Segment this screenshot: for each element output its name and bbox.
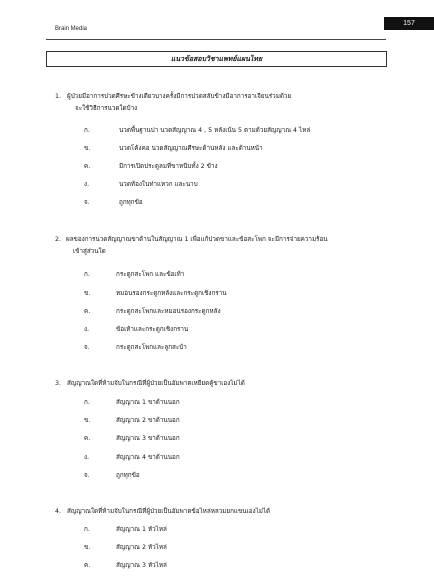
option-letter: ง. <box>84 454 90 461</box>
question-2 <box>55 236 395 258</box>
option-text: สัญญาณ 3 หัวไหล่ <box>116 562 167 569</box>
question-text: สัญญาณใดที่ห้ามจับในกรณีที่ผู้ป่วยเป็นอัมพาตเหยียดคู้ขาเองไม่ได้ <box>67 380 245 387</box>
option-text: มีการเปิดประตูลมที่ขาหนีบทั้ง 2 ข้าง <box>119 163 218 170</box>
option-text: นวดโค้งคอ นวดสัญญาณศีรษะด้านหลัง และด้านหน้า <box>119 145 263 152</box>
option-letter: จ. <box>84 344 90 351</box>
option-letter: ค. <box>84 163 91 170</box>
option-letter: จ. <box>84 472 90 479</box>
option-text: นวดท้องในท่าแหวก และนาบ <box>119 181 198 188</box>
option-text: ถูกทุกข้อ <box>116 472 140 479</box>
option-text: สัญญาณ 1 ขาด้านนอก <box>116 399 180 406</box>
option-text: กระดูกสะโพก และข้อเท้า <box>116 271 185 278</box>
option-letter: ค. <box>84 562 91 569</box>
option-text: สัญญาณ 2 หัวไหล่ <box>116 544 167 551</box>
brand-name: Brain Media <box>55 26 88 32</box>
option-letter: ข. <box>84 544 91 551</box>
option-letter: ง. <box>84 326 90 333</box>
option-text: สัญญาณ 3 ขาด้านนอก <box>116 435 180 442</box>
option-text: หมอนรองกระดูกหลังและกระดูกเชิงกราน <box>116 290 227 297</box>
option-text: นวดพื้นฐานบ่า นวดสัญญาณ 4 , 5 หลังเน้น 5 ตามด้วยสัญญาณ 4 ไหล่ <box>119 127 311 134</box>
question-text: ผลของการนวดสัญญาณขาด้านในสัญญาณ 1 เพื่อแก้ปวดขาและข้อสะโพก จะมีการจ่ายความร้อน <box>66 236 328 243</box>
question-text-continuation: จะใช้วิธีการนวดใดบ้าง <box>75 105 138 112</box>
option-text: กระดูกสะโพกและลูกสะบ้า <box>116 344 187 351</box>
option-letter: ข. <box>84 145 91 152</box>
question-1 <box>55 93 395 115</box>
option-text: สัญญาณ 4 ขาด้านนอก <box>116 454 180 461</box>
option-text: กระดูกสะโพกและหมอนรองกระดูกหลัง <box>116 308 221 315</box>
option-letter: ก. <box>84 127 90 134</box>
option-letter: ก. <box>84 399 90 406</box>
question-text: สัญญาณใดที่ห้ามจับในกรณีที่ผู้ป่วยเป็นอัมพาตข้อไหล่หลวมยกแขนเองไม่ได้ <box>67 508 271 515</box>
option-text: สัญญาณ 1 หัวไหล่ <box>116 526 167 533</box>
header-divider <box>46 39 386 40</box>
option-letter: ข. <box>84 290 91 297</box>
option-text: ถูกทุกข้อ <box>119 199 143 206</box>
option-text: ข้อเท้าและกระดูกเชิงกราน <box>116 326 189 333</box>
option-letter: ก. <box>84 271 90 278</box>
option-letter: ข. <box>84 417 91 424</box>
question-3 <box>55 380 395 390</box>
page-title: แนวข้อสอบวิชาแพทย์แผนไทย <box>46 51 387 67</box>
question-text-continuation: เข้าสู่ส่วนใด <box>73 248 106 255</box>
option-letter: ก. <box>84 526 90 533</box>
question-text: ผู้ป่วยมีอาการปวดศีรษะข้างเดียวบางครั้งมีการปวดสลับข้างมีอาการอาเจียนร่วมด้วย <box>67 93 292 100</box>
option-letter: ง. <box>84 181 90 188</box>
question-4 <box>55 508 395 518</box>
question-number: 1. <box>55 93 62 100</box>
option-letter: ค. <box>84 308 91 315</box>
question-number: 4. <box>55 508 62 515</box>
option-text: สัญญาณ 2 ขาด้านนอก <box>116 417 180 424</box>
option-letter: ค. <box>84 435 91 442</box>
page-number: 157 <box>384 17 434 30</box>
option-letter: จ. <box>84 199 90 206</box>
question-number: 2. <box>55 236 62 243</box>
question-number: 3. <box>55 380 62 387</box>
